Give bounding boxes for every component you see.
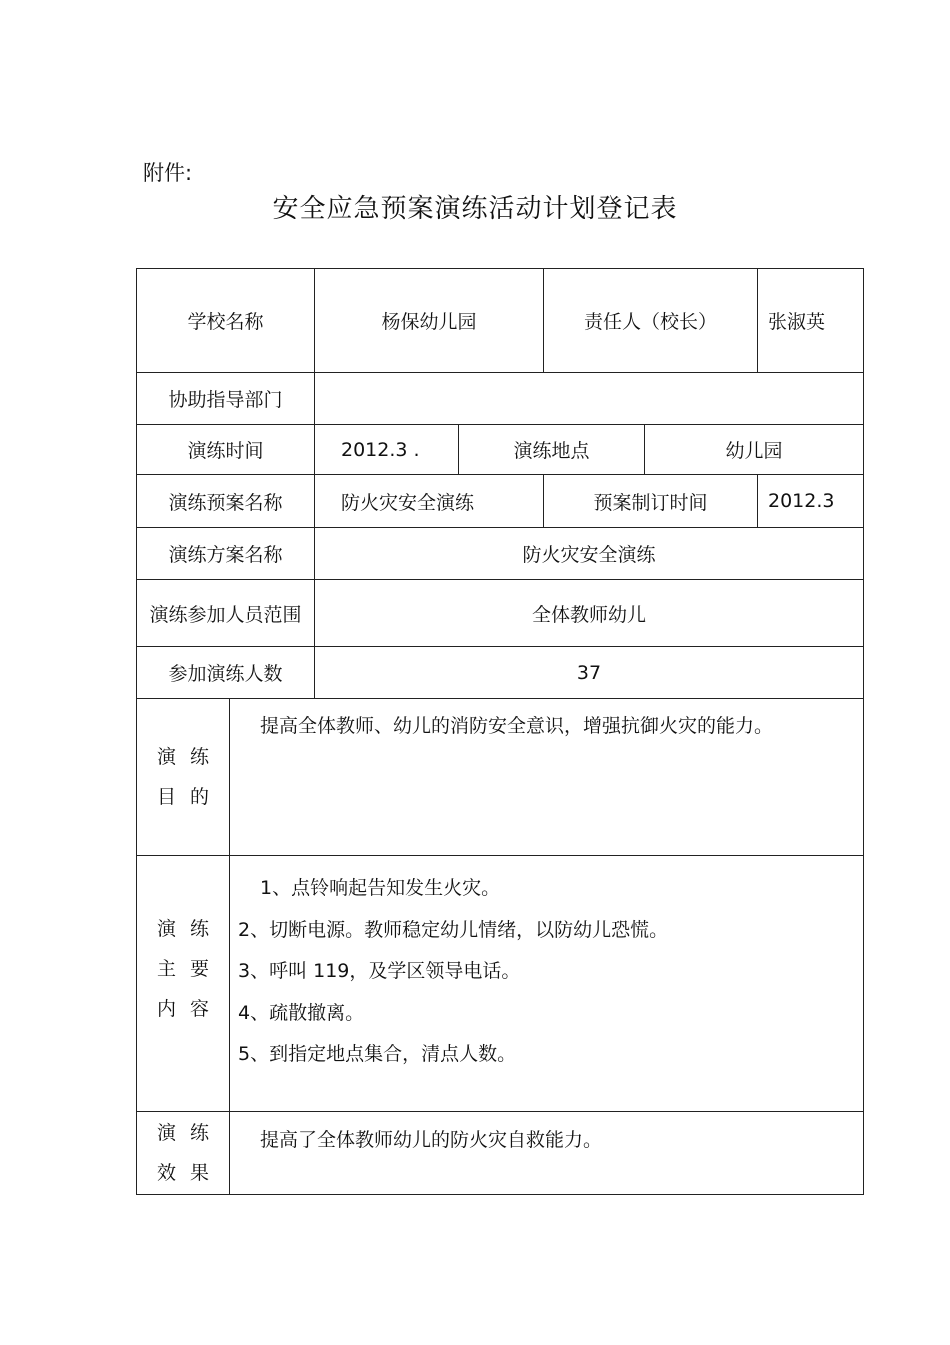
- attachment-label: 附件:: [143, 161, 193, 185]
- drill-place-label: 演练地点: [459, 425, 645, 475]
- page-title: 安全应急预案演练活动计划登记表: [272, 194, 678, 224]
- participant-count-label: 参加演练人数: [137, 647, 315, 699]
- content-item-2: 2、切断电源。教师稳定幼儿情绪，以防幼儿恐慌。: [238, 918, 669, 941]
- purpose-label-line2: 目的: [156, 786, 223, 808]
- main-content-label-line3: 内容: [156, 997, 223, 1020]
- purpose-label: [137, 699, 230, 856]
- participant-scope-label: 演练参加人员范围: [137, 580, 315, 647]
- assist-dept-label: 协助指导部门: [137, 373, 315, 425]
- school-name-value: 杨保幼儿园: [315, 269, 544, 373]
- purpose-label-line1: 演练: [156, 746, 223, 768]
- responsible-person-label: 责任人（校长）: [544, 269, 758, 373]
- effect-text-cell: [230, 1112, 863, 1194]
- effect-label-line1: 演练: [156, 1122, 223, 1144]
- content-item-1: 1、点铃响起告知发生火灾。: [260, 877, 501, 899]
- purpose-text-cell: [230, 699, 863, 856]
- effect-label-line2: 效果: [156, 1162, 223, 1184]
- assist-dept-value: [315, 373, 863, 425]
- effect-label: [137, 1112, 230, 1194]
- main-content-cell: [230, 856, 863, 1112]
- participant-scope-value: 全体教师幼儿: [315, 580, 863, 647]
- registration-table: [136, 268, 864, 1195]
- drill-place-value: 幼儿园: [645, 425, 863, 475]
- main-content-label: [137, 856, 230, 1112]
- school-name-label: 学校名称: [137, 269, 315, 373]
- main-content-label-line1: 演练: [156, 917, 223, 940]
- content-item-3: 3、呼叫 119，及学区领导电话。: [238, 960, 521, 982]
- main-content-label-line2: 主要: [156, 957, 223, 980]
- effect-text: 提高了全体教师幼儿的防火灾自救能力。: [260, 1129, 603, 1151]
- drill-time-value: 2012.3 .: [315, 425, 459, 475]
- plan-made-time-label: 预案制订时间: [544, 475, 758, 528]
- scheme-name-label: 演练方案名称: [137, 528, 315, 580]
- plan-made-time-value: 2012.3: [758, 475, 863, 528]
- plan-name-label: 演练预案名称: [137, 475, 315, 528]
- content-item-4: 4、疏散撤离。: [238, 1001, 365, 1024]
- scheme-name-value: 防火灾安全演练: [315, 528, 863, 580]
- plan-name-value: 防火灾安全演练: [315, 475, 544, 528]
- purpose-text: 提高全体教师、幼儿的消防安全意识，增强抗御火灾的能力。: [260, 715, 774, 737]
- drill-time-label: 演练时间: [137, 425, 315, 475]
- participant-count-value: 37: [315, 647, 863, 699]
- content-item-5: 5、到指定地点集合，清点人数。: [238, 1043, 517, 1065]
- responsible-person-value: 张淑英: [758, 269, 863, 373]
